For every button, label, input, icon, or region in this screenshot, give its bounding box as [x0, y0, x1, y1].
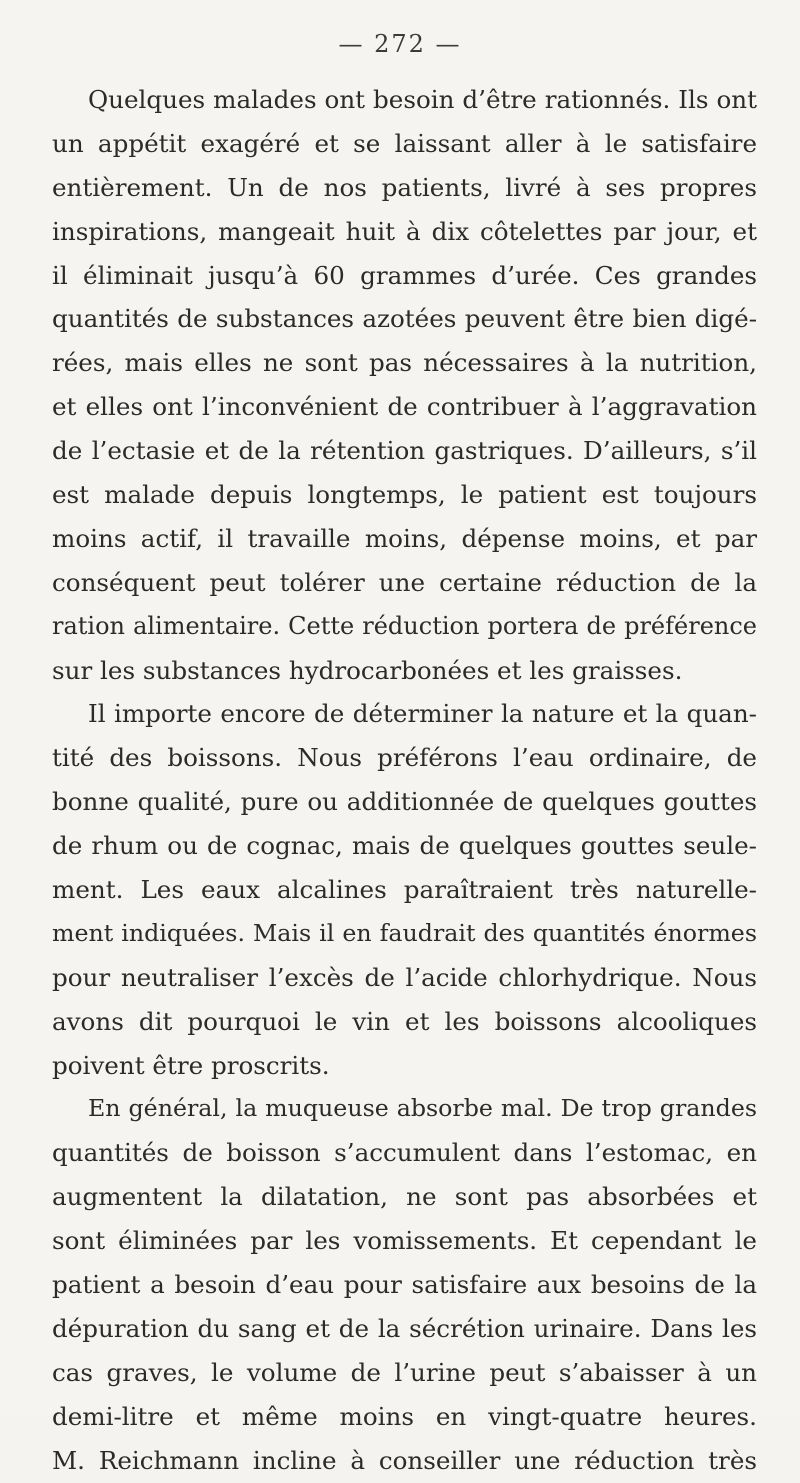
- text-line: entièrement. Un de nos patients, livré à ses propres: [52, 172, 757, 202]
- text-line: pour neutraliser l’excès de l’acide chlorhydrique. Nous: [52, 962, 757, 992]
- text-line: un appétit exagéré et se laissant aller à le satisfaire: [52, 128, 757, 158]
- text-line: cas graves, le volume de l’urine peut s’abaisser à un: [52, 1357, 757, 1387]
- text-line: ration alimentaire. Cette réduction portera de préférence: [52, 611, 757, 640]
- text-line: Il importe encore de déterminer la nature et la quan-: [88, 699, 757, 729]
- text-line: bonne qualité, pure ou additionnée de quelques gouttes: [52, 787, 757, 817]
- text-line: quantités de boisson s’accumulent dans l’estomac, en: [52, 1138, 757, 1168]
- body-text: [52, 78, 757, 1483]
- text-line: M. Reichmann incline à conseiller une réduction très: [52, 1445, 757, 1475]
- text-line: tité des boissons. Nous préférons l’eau ordinaire, de: [52, 743, 757, 773]
- text-line: conséquent peut tolérer une certaine réduction de la: [52, 567, 757, 597]
- text-line: sur les substances hydrocarbonées et les graisses.: [52, 655, 683, 685]
- text-line: ment indiquées. Mais il en faudrait des quantités énormes: [52, 918, 757, 947]
- page-number: — 272 —: [338, 30, 462, 58]
- text-line: demi-litre et même moins en vingt-quatre heures.: [52, 1401, 757, 1431]
- text-line: moins actif, il travaille moins, dépense moins, et par: [52, 523, 757, 553]
- text-line: sont éliminées par les vomissements. Et cependant le: [52, 1226, 757, 1256]
- text-line: ment. Les eaux alcalines paraîtraient très naturelle-: [52, 875, 757, 905]
- text-line: avons dit pourquoi le vin et les boissons alcooliques: [52, 1006, 757, 1036]
- text-line: dépuration du sang et de la sécrétion urinaire. Dans les: [52, 1313, 757, 1343]
- text-line: de rhum ou de cognac, mais de quelques gouttes seule-: [52, 831, 757, 861]
- text-line: quantités de substances azotées peuvent être bien digé-: [52, 304, 757, 334]
- text-line: inspirations, mangeait huit à dix côtelettes par jour, et: [52, 216, 757, 246]
- text-line: rées, mais elles ne sont pas nécessaires à la nutrition,: [52, 348, 757, 378]
- text-line: il éliminait jusqu’à 60 grammes d’urée. Ces grandes: [52, 260, 757, 290]
- text-line: est malade depuis longtemps, le patient est toujours: [52, 480, 757, 510]
- text-line: augmentent la dilatation, ne sont pas absorbées et: [52, 1182, 757, 1212]
- text-line: Quelques malades ont besoin d’être rationnés. Ils ont: [88, 85, 757, 114]
- text-line: et elles ont l’inconvénient de contribuer à l’aggravation: [52, 392, 757, 422]
- text-line: En général, la muqueuse absorbe mal. De trop grandes: [88, 1094, 757, 1123]
- text-line: poivent être proscrits.: [52, 1050, 330, 1080]
- text-line: de l’ectasie et de la rétention gastriques. D’ailleurs, s’il: [52, 436, 757, 466]
- text-line: patient a besoin d’eau pour satisfaire aux besoins de la: [52, 1270, 757, 1300]
